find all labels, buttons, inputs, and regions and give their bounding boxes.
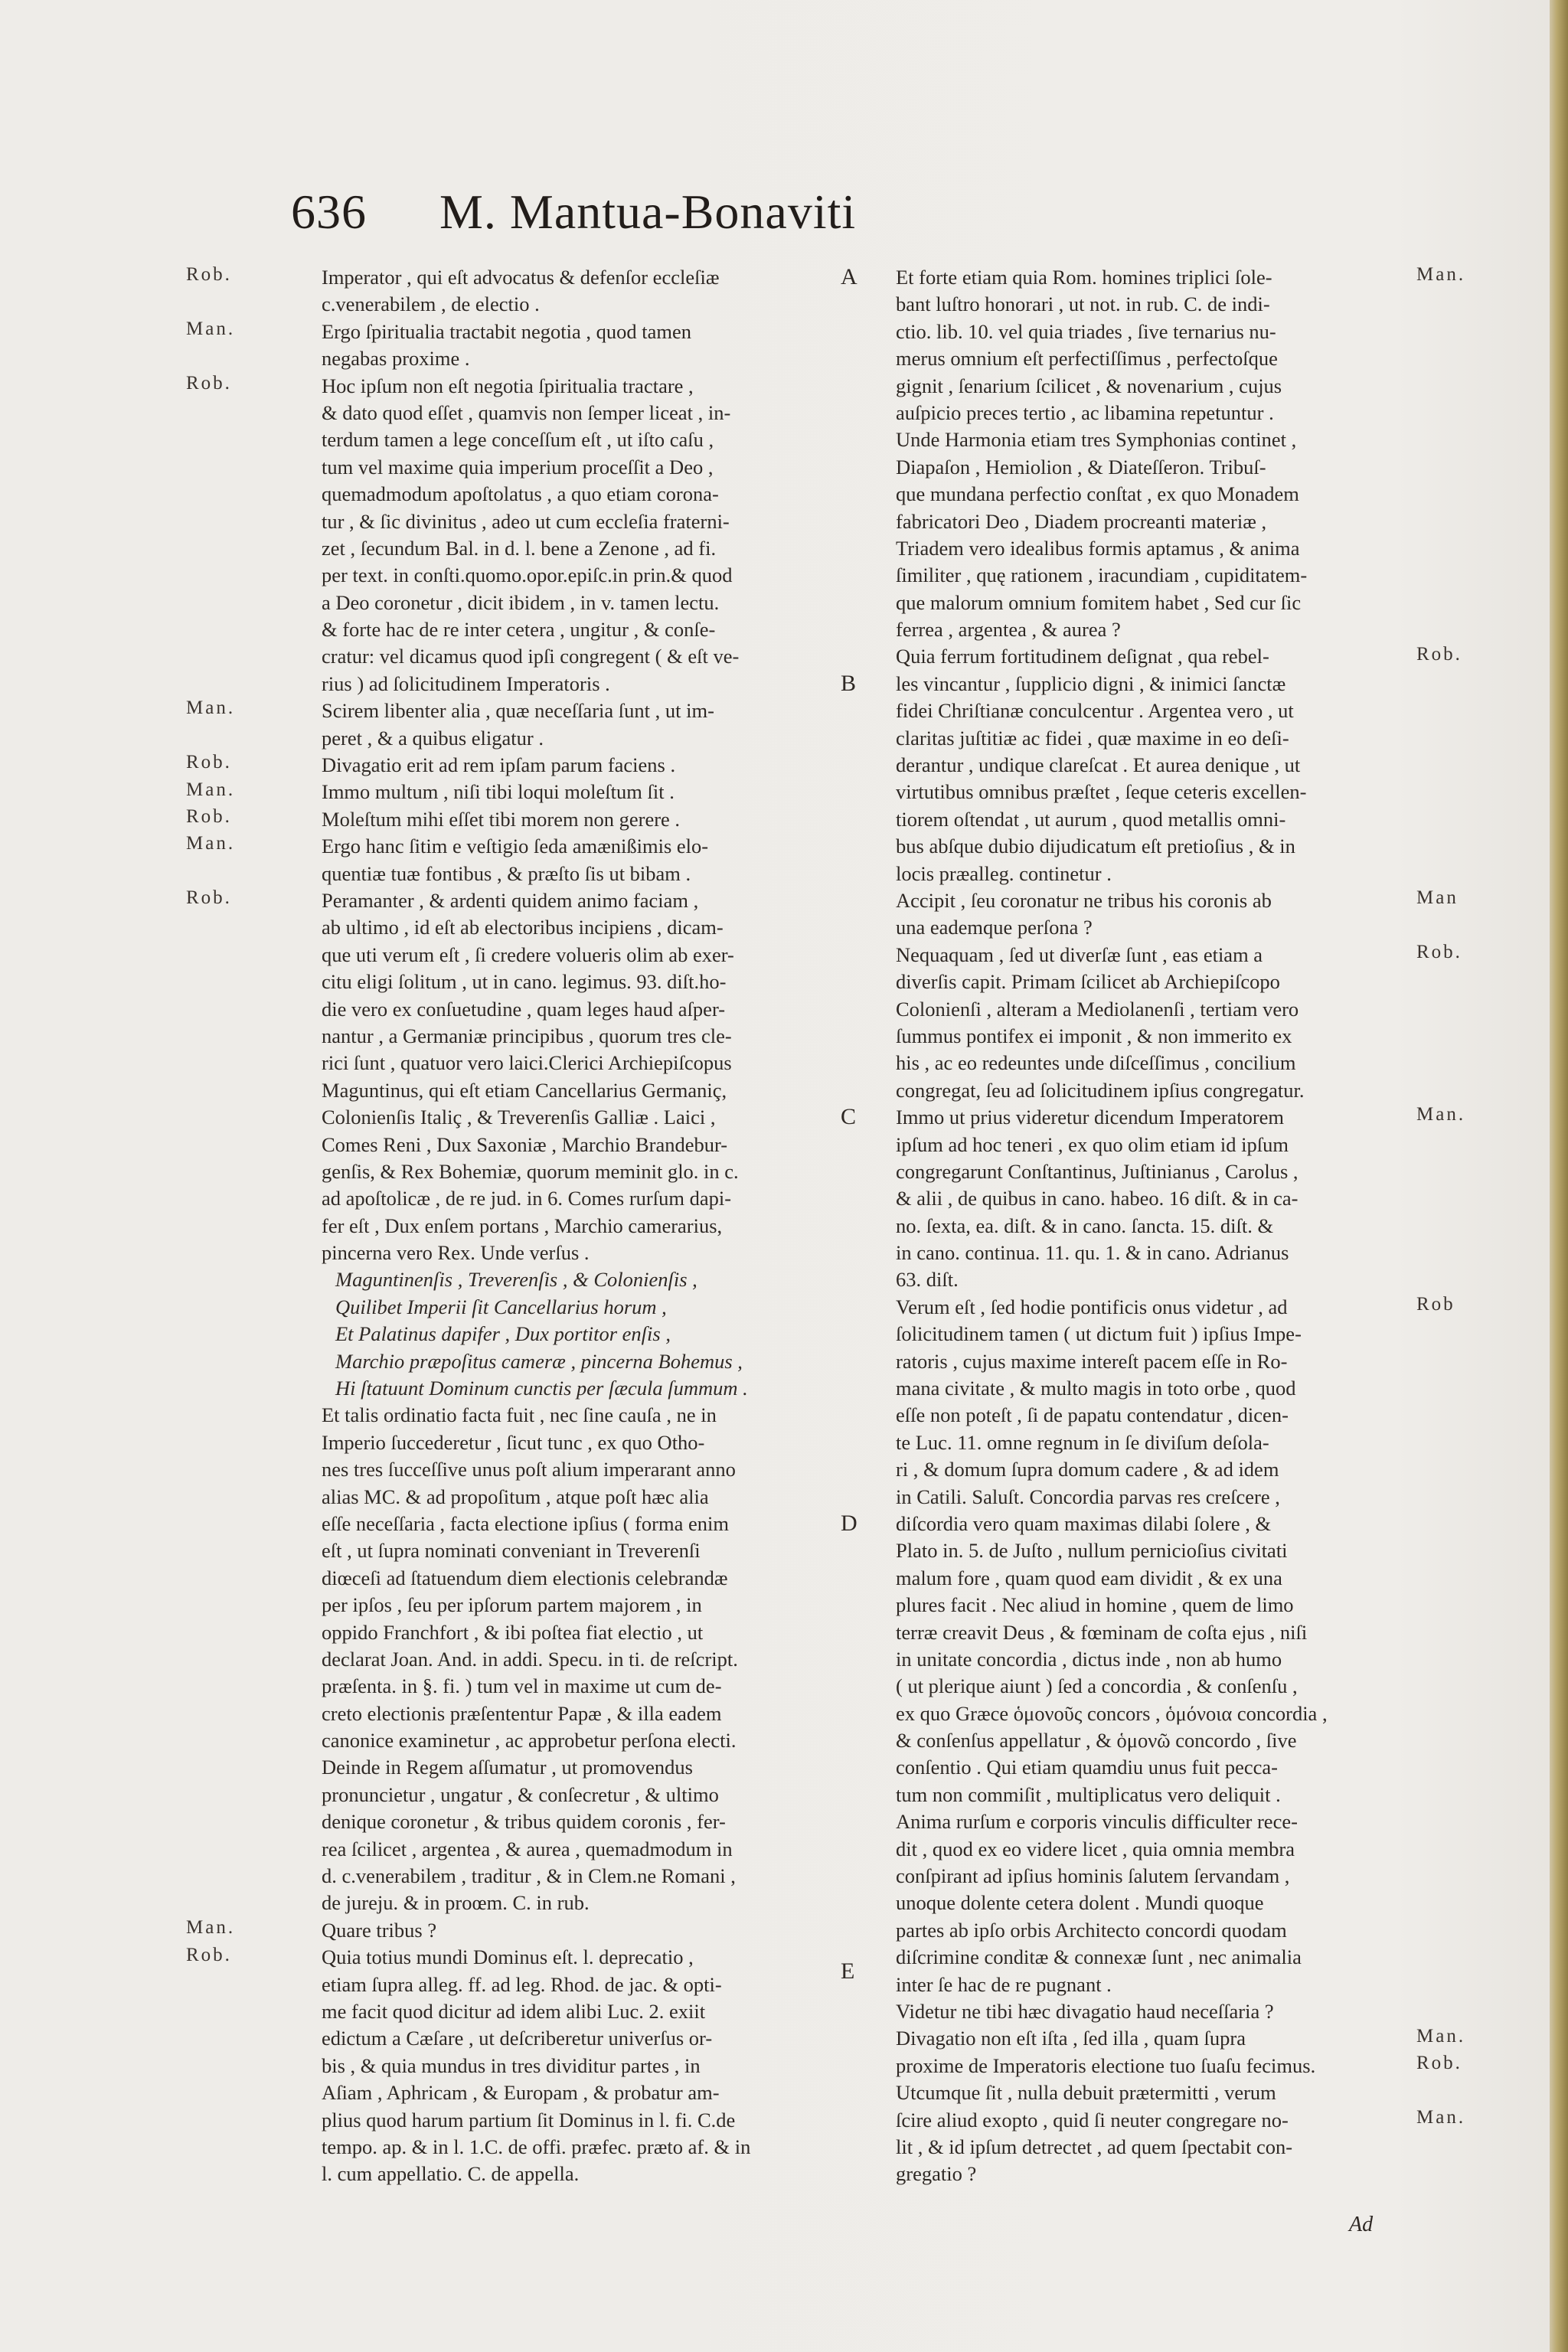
speaker-marker: Man. bbox=[186, 697, 236, 719]
text-line: ctio. lib. 10. vel quia triades , ſive ternarius nu- bbox=[896, 319, 1276, 343]
text-line: ex quo Græce ὁμονοῦς concors , ὁμόνοια concordia , bbox=[896, 1701, 1328, 1725]
text-line: tur , & ſic divinitus , adeo ut cum eccleſia fraterni- bbox=[322, 509, 730, 533]
text-line: Aſiam , Aphricam , & Europam , & probatur am- bbox=[322, 2081, 720, 2105]
text-line: Deinde in Regem aſſumatur , ut promovendus bbox=[322, 1756, 693, 1779]
text-line: ſolicitudinem tamen ( ut dictum fuit ) ipſius Impe- bbox=[896, 1322, 1302, 1346]
text-line: a Deo coronetur , dicit ibidem , in v. tamen lectu. bbox=[322, 590, 720, 614]
text-line: unoque dolente cetera dolent . Mundi quoque bbox=[896, 1891, 1264, 1915]
speaker-marker: Man. bbox=[1416, 1104, 1466, 1125]
text-line: ſimiliter , quę rationem , iracundiam , cupiditatem- bbox=[896, 564, 1308, 587]
text-line: terdum tamen a lege conceſſum eſt , ut iſto caſu , bbox=[322, 428, 714, 452]
text-line: Triadem vero idealibus formis aptamus , & anima bbox=[896, 536, 1300, 560]
section-letter: D bbox=[841, 1511, 858, 1537]
catchword: Ad bbox=[1349, 2213, 1374, 2236]
text-line: Verum eſt , ſed hodie pontificis onus videtur , ad bbox=[896, 1295, 1288, 1318]
text-line: conſpirant ad ipſius hominis ſalutem ſervandam , bbox=[896, 1864, 1290, 1888]
text-line: mana civitate , & multo magis in toto orbe , quod bbox=[896, 1377, 1296, 1400]
text-line: d. c.venerabilem , traditur , & in Clem.ne Romani , bbox=[322, 1864, 736, 1888]
text-line: Nequaquam , ſed ut diverſæ ſunt , eas etiam a bbox=[896, 942, 1263, 966]
text-line: no. ſexta, ea. diſt. & in cano. ſancta. 15. diſt. & bbox=[896, 1214, 1274, 1237]
page-number: 636 bbox=[291, 185, 367, 239]
text-line: te Luc. 11. omne regnum in ſe diviſum deſola- bbox=[896, 1430, 1269, 1454]
text-line: Ergo hanc ſitim e veſtigio ſeda amænißimis elo- bbox=[322, 835, 709, 858]
speaker-marker: Rob bbox=[1416, 1294, 1455, 1315]
text-line: die vero ex conſuetudine , quam leges haud aſper- bbox=[322, 997, 726, 1021]
text-line: in Catili. Saluſt. Concordia parvas res creſcere , bbox=[896, 1485, 1280, 1508]
speaker-marker: Rob. bbox=[186, 1944, 232, 1965]
text-line: Et Palatinus dapifer , Dux portitor enſis , bbox=[335, 1322, 671, 1346]
text-line: per text. in conſti.quomo.opor.epiſc.in prin.& quod bbox=[322, 564, 733, 587]
book-binding-edge bbox=[1550, 0, 1568, 2352]
text-line: diſcordia vero quam maximas dilabi ſolere , & bbox=[896, 1511, 1272, 1535]
text-line: & dato quod eſſet , quamvis non ſemper liceat , in- bbox=[322, 400, 731, 424]
text-line: una eademque perſona ? bbox=[896, 916, 1093, 939]
text-line: creto electionis præſententur Papæ , & illa eadem bbox=[322, 1701, 722, 1725]
text-line: ri , & domum ſupra domum cadere , & ad idem bbox=[896, 1458, 1279, 1481]
text-line: Quilibet Imperii ſit Cancellarius horum , bbox=[335, 1295, 667, 1318]
text-line: Accipit , ſeu coronatur ne tribus his coronis ab bbox=[896, 888, 1272, 912]
speaker-marker: Rob. bbox=[186, 264, 232, 285]
text-line: me facit quod dicitur ad idem alibi Luc. 2. exiit bbox=[322, 2000, 706, 2023]
text-line: bis , & quia mundus in tres dividitur partes , in bbox=[322, 2053, 701, 2077]
text-line: nantur , a Germaniæ principibus , quorum tres cle- bbox=[322, 1024, 732, 1047]
text-line: cratur: vel dicamus quod ipſi congregent ( & eſt ve- bbox=[322, 645, 740, 668]
text-line: gregatio ? bbox=[896, 2162, 977, 2186]
speaker-marker: Rob. bbox=[186, 752, 232, 773]
text-line: derantur , undique clareſcat . Et aurea denique , ut bbox=[896, 753, 1301, 777]
text-line: Immo ut prius videretur dicendum Imperatorem bbox=[896, 1106, 1285, 1129]
page-header bbox=[291, 185, 857, 239]
text-line: peret , & a quibus eligatur . bbox=[322, 726, 544, 750]
speaker-marker: Man. bbox=[1416, 2107, 1466, 2128]
text-line: Et forte etiam quia Rom. homines triplici ſole- bbox=[896, 266, 1272, 289]
text-line: & alii , de quibus in cano. habeo. 16 diſt. & in ca- bbox=[896, 1187, 1298, 1210]
text-line: Utcumque ſit , nulla debuit prætermitti , verum bbox=[896, 2081, 1276, 2105]
text-line: zet , ſecundum Bal. in d. l. bene a Zenone , ad fi. bbox=[322, 536, 717, 560]
text-line: lit , & id ipſum detrectet , ad quem ſpectabit con- bbox=[896, 2135, 1293, 2158]
text-line: Maguntinus, qui eſt etiam Cancellarius Germaniç, bbox=[322, 1078, 727, 1102]
right-text-column bbox=[896, 264, 1405, 2188]
text-line: dit , quod ex eo videre licet , quia omnia membra bbox=[896, 1837, 1295, 1860]
speaker-marker: Man. bbox=[186, 1917, 236, 1939]
text-line: terræ creavit Deus , & fœminam de coſta ejus , niſi bbox=[896, 1620, 1308, 1644]
speaker-marker: Man. bbox=[186, 318, 236, 339]
text-line: plius quod harum partium ſit Dominus in l. fi. C.de bbox=[322, 2108, 736, 2132]
text-line: congregarunt Conſtantinus, Juſtinianus , Carolus , bbox=[896, 1159, 1298, 1183]
speaker-marker: Man. bbox=[186, 833, 236, 854]
text-line: Ergo ſpiritualia tractabit negotia , quod tamen bbox=[322, 319, 691, 343]
text-line: negabas proxime . bbox=[322, 347, 470, 371]
text-line: nes tres ſucceſſive unus poſt alium imperarant anno bbox=[322, 1458, 736, 1481]
text-line: Scirem libenter alia , quæ neceſſaria ſunt , ut im- bbox=[322, 699, 714, 723]
text-line: alias MC. & ad propoſitum , atque poſt hæc alia bbox=[322, 1485, 709, 1508]
speaker-marker: Man. bbox=[186, 779, 236, 800]
speaker-marker: Man. bbox=[1416, 2026, 1466, 2047]
text-line: Plato in. 5. de Juſto , nullum pernicioſius civitati bbox=[896, 1539, 1288, 1563]
text-line: les vincantur , ſupplicio digni , & inimici ſanctæ bbox=[896, 671, 1286, 695]
speaker-marker: Rob. bbox=[1416, 643, 1462, 665]
text-line: Immo multum , niſi tibi loqui moleſtum ſit . bbox=[322, 780, 675, 804]
text-line: conſentio . Qui etiam quamdiu unus fuit pecca- bbox=[896, 1756, 1278, 1779]
text-line: Hi ſtatuunt Dominum cunctis per ſæcula ſummum . bbox=[335, 1377, 748, 1400]
text-line: quemadmodum apoſtolatus , a quo etiam corona- bbox=[322, 482, 719, 506]
text-line: tiorem oſtendat , ut aurum , quod metallis omni- bbox=[896, 807, 1286, 831]
text-line: ipſum ad hoc teneri , ex quo olim etiam id ipſum bbox=[896, 1132, 1289, 1156]
section-letter: A bbox=[841, 264, 858, 289]
text-line: Peramanter , & ardenti quidem animo faciam , bbox=[322, 888, 699, 912]
text-line: Unde Harmonia etiam tres Symphonias continet , bbox=[896, 428, 1297, 452]
text-line: diverſis capit. Primam ſcilicet ab Archiepiſcopo bbox=[896, 970, 1280, 994]
text-line: canonice examinetur , ac approbetur perſona electi. bbox=[322, 1729, 737, 1753]
text-line: bant luſtro honorari , ut not. in rub. C. de indi- bbox=[896, 292, 1270, 316]
text-line: ſummus pontifex ei imponit , & non immerito ex bbox=[896, 1024, 1292, 1047]
section-letter: C bbox=[841, 1104, 857, 1130]
text-line: Diapaſon , Hemiolion , & Diateſſeron. Tribuſ- bbox=[896, 455, 1266, 479]
text-line: Et talis ordinatio facta fuit , nec ſine cauſa , ne in bbox=[322, 1403, 717, 1427]
text-line: Imperator , qui eſt advocatus & defenſor eccleſiæ bbox=[322, 266, 720, 289]
text-line: ( ut plerique aiunt ) ſed a concordia , & conſenſu , bbox=[896, 1674, 1298, 1698]
text-line: proxime de Imperatoris electione tuo ſuaſu fecimus. bbox=[896, 2053, 1316, 2077]
text-line: c.venerabilem , de electio . bbox=[322, 292, 540, 316]
speaker-marker: Rob. bbox=[186, 372, 232, 394]
text-line: his , ac eo redeuntes unde diſceſſimus , concilium bbox=[896, 1051, 1296, 1075]
speaker-marker: Rob. bbox=[1416, 942, 1462, 962]
text-line: oppido Franchfort , & ibi poſtea fiat electio , ut bbox=[322, 1620, 704, 1644]
text-line: Imperio ſuccederetur , ſicut tunc , ex quo Otho- bbox=[322, 1430, 705, 1454]
text-line: Divagatio non eſt iſta , ſed illa , quam ſupra bbox=[896, 2027, 1246, 2050]
text-line: Quia totius mundi Dominus eſt. l. deprecatio , bbox=[322, 1945, 694, 1969]
text-line: & forte hac de re inter cetera , ungitur , & conſe- bbox=[322, 618, 716, 642]
text-line: virtutibus omnibus præſtet , ſeque ceteris excellen- bbox=[896, 780, 1307, 804]
speaker-marker: Rob. bbox=[186, 887, 232, 909]
text-line: tum vel maxime quia imperium proceſſit a Deo , bbox=[322, 455, 714, 479]
text-line: malum fore , quam quod eam dividit , & ex una bbox=[896, 1566, 1282, 1589]
text-line: rici ſunt , quatuor vero laici.Clerici Archiepiſcopus bbox=[322, 1051, 732, 1075]
text-line: & conſenſus appellatur , & ὁμονῶ concordo , ſive bbox=[896, 1729, 1297, 1753]
text-line: præſenta. in §. fi. ) tum vel in maxime ut cum de- bbox=[322, 1674, 722, 1698]
text-line: diœceſi ad ſtatuendum diem electionis celebrandæ bbox=[322, 1566, 728, 1589]
text-line: denique coronetur , & tribus quidem coronis , fer- bbox=[322, 1810, 726, 1834]
text-line: plures facit . Nec aliud in homine , quem de limo bbox=[896, 1593, 1294, 1617]
text-line: quentiæ tuæ fontibus , & præſto ſis ut bibam . bbox=[322, 861, 691, 885]
text-line: que malorum omnium fomitem habet , Sed cur ſic bbox=[896, 590, 1302, 614]
speaker-marker: Rob. bbox=[1416, 2053, 1462, 2074]
text-line: fer eſt , Dux enſem portans , Marchio camerarius, bbox=[322, 1214, 723, 1237]
text-line: diſcrimine conditæ & connexæ ſunt , nec animalia bbox=[896, 1945, 1302, 1969]
text-line: de jureju. & in proœm. C. in rub. bbox=[322, 1891, 590, 1915]
text-line: pronuncietur , ungatur , & conſecretur , & ultimo bbox=[322, 1782, 719, 1806]
text-line: fidei Chriſtianæ conculcentur . Argentea vero , ut bbox=[896, 699, 1294, 723]
text-line: ad apoſtolicæ , de re jud. in 6. Comes rurſum dapi- bbox=[322, 1187, 732, 1210]
speaker-marker: Rob. bbox=[186, 806, 232, 827]
text-line: Videtur ne tibi hæc divagatio haud neceſſaria ? bbox=[896, 2000, 1274, 2023]
text-line: tempo. ap. & in l. 1.C. de offi. præfec. præto af. & in bbox=[322, 2135, 751, 2158]
text-line: congregat, ſeu ad ſolicitudinem ipſius congregatur. bbox=[896, 1078, 1305, 1102]
text-line: ratoris , cujus maxime intereſt pacem eſſe in Ro- bbox=[896, 1349, 1288, 1373]
text-line: in cano. continua. 11. qu. 1. & in cano. Adrianus bbox=[896, 1241, 1289, 1265]
text-line: Divagatio erit ad rem ipſam parum faciens . bbox=[322, 753, 676, 777]
text-line: Marchio præpoſitus cameræ , pincerna Bohemus , bbox=[335, 1349, 743, 1373]
text-line: eſſe non poteſt , ſi de papatu contendatur , dicen- bbox=[896, 1403, 1289, 1427]
text-line: rius ) ad ſolicitudinem Imperatoris . bbox=[322, 671, 610, 695]
text-line: eſſe neceſſaria , facta electione ipſius ( forma enim bbox=[322, 1511, 729, 1535]
speaker-marker: Man. bbox=[1416, 264, 1466, 285]
text-line: merus omnium eſt perfectiſſimus , perfectoſque bbox=[896, 347, 1278, 371]
text-line: Comes Reni , Dux Saxoniæ , Marchio Brandebur- bbox=[322, 1132, 728, 1156]
running-title: M. Mantua-Bonaviti bbox=[439, 185, 857, 239]
text-line: in unitate concordia , dictus inde , non ab humo bbox=[896, 1647, 1282, 1671]
text-line: Anima rurſum e corporis vinculis difficulter rece- bbox=[896, 1810, 1298, 1834]
text-line: pincerna vero Rex. Unde verſus . bbox=[322, 1241, 590, 1265]
text-line: que uti verum eſt , ſi credere volueris olim ab exer- bbox=[322, 942, 734, 966]
text-line: claritas juſtitiæ ac fidei , quæ maxime in eo deſi- bbox=[896, 726, 1289, 750]
text-line: etiam ſupra alleg. ff. ad leg. Rhod. de jac. & opti- bbox=[322, 1972, 722, 1996]
text-line: Quia ferrum fortitudinem deſignat , qua rebel- bbox=[896, 645, 1269, 668]
text-line: citu eligi ſolitum , ut in cano. legimus. 93. diſt.ho- bbox=[322, 970, 727, 994]
section-letter: B bbox=[841, 671, 857, 696]
text-line: l. cum appellatio. C. de appella. bbox=[322, 2162, 580, 2186]
text-line: edictum a Cæſare , ut deſcriberetur univerſus or- bbox=[322, 2027, 713, 2050]
text-line: tum non commiſit , multiplicatus vero deliquit . bbox=[896, 1782, 1281, 1806]
text-line: Quare tribus ? bbox=[322, 1918, 437, 1942]
text-line: Maguntinenſis , Treverenſis , & Colonienſis , bbox=[335, 1268, 697, 1292]
text-line: Hoc ipſum non eſt negotia ſpiritualia tractare , bbox=[322, 374, 694, 397]
section-letter: E bbox=[841, 1958, 855, 1984]
text-line: genſis, & Rex Bohemiæ, quorum meminit glo. in c. bbox=[322, 1159, 739, 1183]
text-line: fabricatori Deo , Diadem procreanti materiæ , bbox=[896, 509, 1267, 533]
text-line: que mundana perfectio conſtat , ex quo Monadem bbox=[896, 482, 1299, 506]
text-line: per ipſos , ſeu per ipſorum partem majorem , in bbox=[322, 1593, 702, 1617]
text-line: ab ultimo , id eſt ab electoribus incipiens , dicam- bbox=[322, 916, 724, 939]
text-line: inter ſe hac de re pugnant . bbox=[896, 1972, 1112, 1996]
text-line: Colonienſis Italiç , & Treverenſis Galliæ . Laici , bbox=[322, 1106, 716, 1129]
text-line: ſcire aliud exopto , quid ſi neuter congregare no- bbox=[896, 2108, 1289, 2132]
text-line: rea ſcilicet , argentea , & aurea , quemadmodum in bbox=[322, 1837, 733, 1860]
text-line: auſpicio preces tertio , ac libamina repetuntur . bbox=[896, 400, 1274, 424]
text-line: eſt , ut ſupra nominati conveniant in Treverenſi bbox=[322, 1539, 701, 1563]
text-line: Colonienſi , alteram a Mediolanenſi , tertiam vero bbox=[896, 997, 1299, 1021]
left-text-column bbox=[322, 264, 827, 2188]
text-line: gignit , ſenarium ſcilicet , & novenarium , cujus bbox=[896, 374, 1282, 397]
text-line: declarat Joan. And. in addi. Specu. in ti. de reſcript. bbox=[322, 1647, 738, 1671]
text-line: ferrea , argentea , & aurea ? bbox=[896, 618, 1121, 642]
text-line: partes ab ipſo orbis Architecto concordi quodam bbox=[896, 1918, 1287, 1942]
text-line: bus abſque dubio dijudicatum eſt pretioſius , & in bbox=[896, 835, 1295, 858]
text-line: locis præalleg. continetur . bbox=[896, 861, 1112, 885]
speaker-marker: Man bbox=[1416, 887, 1459, 909]
text-line: 63. diſt. bbox=[896, 1268, 959, 1292]
text-line: Moleſtum mihi eſſet tibi morem non gerere . bbox=[322, 807, 681, 831]
